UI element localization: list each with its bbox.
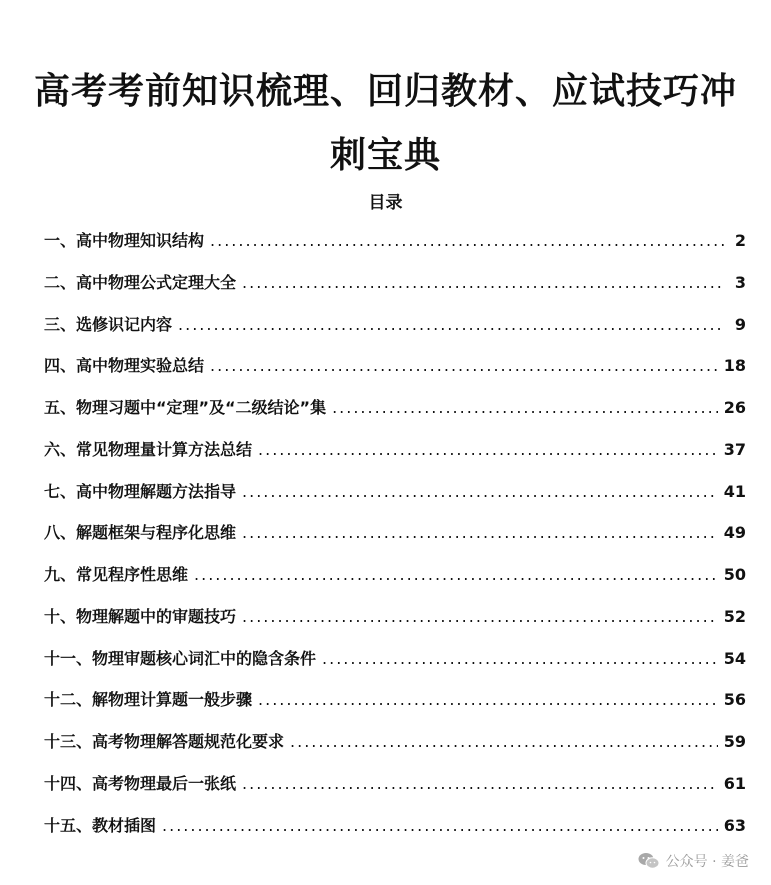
- toc-leader-dots: [258, 440, 718, 459]
- toc-entry[interactable]: [44, 479, 746, 521]
- toc-leader-dots: [210, 231, 724, 250]
- toc-entry-page: 52: [723, 606, 746, 626]
- toc-entry-label: 十四、高考物理最后一张纸: [44, 773, 237, 793]
- toc-entry[interactable]: [44, 270, 746, 312]
- toc-leader-dots: [290, 732, 718, 751]
- toc-entry[interactable]: [44, 437, 746, 479]
- toc-entry-page: 54: [723, 648, 746, 668]
- toc-leader-dots: [194, 565, 718, 584]
- watermark: [638, 851, 749, 871]
- toc-leader-dots: [210, 356, 718, 375]
- toc-entry-label: 一、高中物理知识结构: [44, 231, 205, 250]
- toc-entry-label: 十、物理解题中的审题技巧: [44, 606, 237, 626]
- toc-leader-dots: [178, 315, 724, 334]
- watermark-text: 公众号 · 姜爸: [665, 854, 749, 870]
- toc-entry[interactable]: [44, 771, 746, 813]
- toc-entry-page: 50: [723, 565, 746, 584]
- toc-entry-page: 49: [723, 523, 746, 543]
- toc-leader-dots: [332, 398, 718, 417]
- toc-leader-dots: [322, 649, 718, 668]
- toc-entry[interactable]: [44, 228, 746, 270]
- toc-entry-label: 九、常见程序性思维: [44, 565, 189, 584]
- toc-entry-page: 41: [723, 481, 746, 501]
- toc-heading: 目录: [368, 193, 403, 213]
- toc-entry-label: 八、解题框架与程序化思维: [44, 523, 237, 543]
- toc-entry[interactable]: [44, 520, 746, 562]
- toc-leader-dots: [242, 482, 718, 501]
- toc-entry-label: 三、选修识记内容: [44, 314, 173, 334]
- toc-entry-label: 十三、高考物理解答题规范化要求: [44, 732, 285, 751]
- toc-entry-page: 59: [723, 732, 746, 751]
- toc-entry-page: 37: [723, 439, 746, 459]
- toc-entry[interactable]: [44, 813, 746, 855]
- toc-entry-label: 十五、教材插图: [44, 815, 157, 835]
- toc-entry[interactable]: [44, 395, 746, 437]
- toc-entry-page: 3: [734, 272, 746, 292]
- toc-entry[interactable]: [44, 562, 746, 604]
- toc-entry-label: 五、物理习题中“定理”及“二级结论”集: [44, 398, 327, 417]
- toc-entry[interactable]: [44, 312, 746, 354]
- toc-entry-page: 63: [723, 815, 746, 835]
- toc-entry[interactable]: [44, 604, 746, 646]
- toc-leader-dots: [242, 523, 718, 542]
- document-title: 高考考前知识梳理、回归教材、应试技巧冲刺宝典: [33, 71, 737, 176]
- wechat-icon: [638, 852, 660, 870]
- toc-entry-label: 四、高中物理实验总结: [44, 356, 205, 376]
- toc-entry[interactable]: [44, 353, 746, 395]
- toc-entry-label: 十二、解物理计算题一般步骤: [44, 690, 253, 710]
- toc-entry-page: 26: [723, 398, 746, 417]
- toc-leader-dots: [258, 690, 718, 709]
- toc-entry-label: 十一、物理审题核心词汇中的隐含条件: [44, 648, 317, 668]
- toc-entry[interactable]: [44, 729, 746, 771]
- toc-leader-dots: [242, 273, 724, 292]
- toc-entry-page: 2: [734, 231, 746, 250]
- toc-entry-page: 18: [723, 356, 746, 376]
- toc-entry[interactable]: [44, 687, 746, 729]
- toc-entry-label: 六、常见物理量计算方法总结: [44, 439, 253, 459]
- toc-leader-dots: [162, 816, 718, 835]
- table-of-contents: [44, 228, 746, 854]
- toc-leader-dots: [242, 607, 718, 626]
- toc-entry-page: 61: [723, 773, 746, 793]
- toc-leader-dots: [242, 774, 718, 793]
- toc-entry-page: 56: [723, 690, 746, 710]
- toc-entry[interactable]: [44, 646, 746, 688]
- toc-entry-label: 七、高中物理解题方法指导: [44, 481, 237, 501]
- toc-entry-page: 9: [734, 314, 746, 334]
- toc-entry-label: 二、高中物理公式定理大全: [44, 272, 237, 292]
